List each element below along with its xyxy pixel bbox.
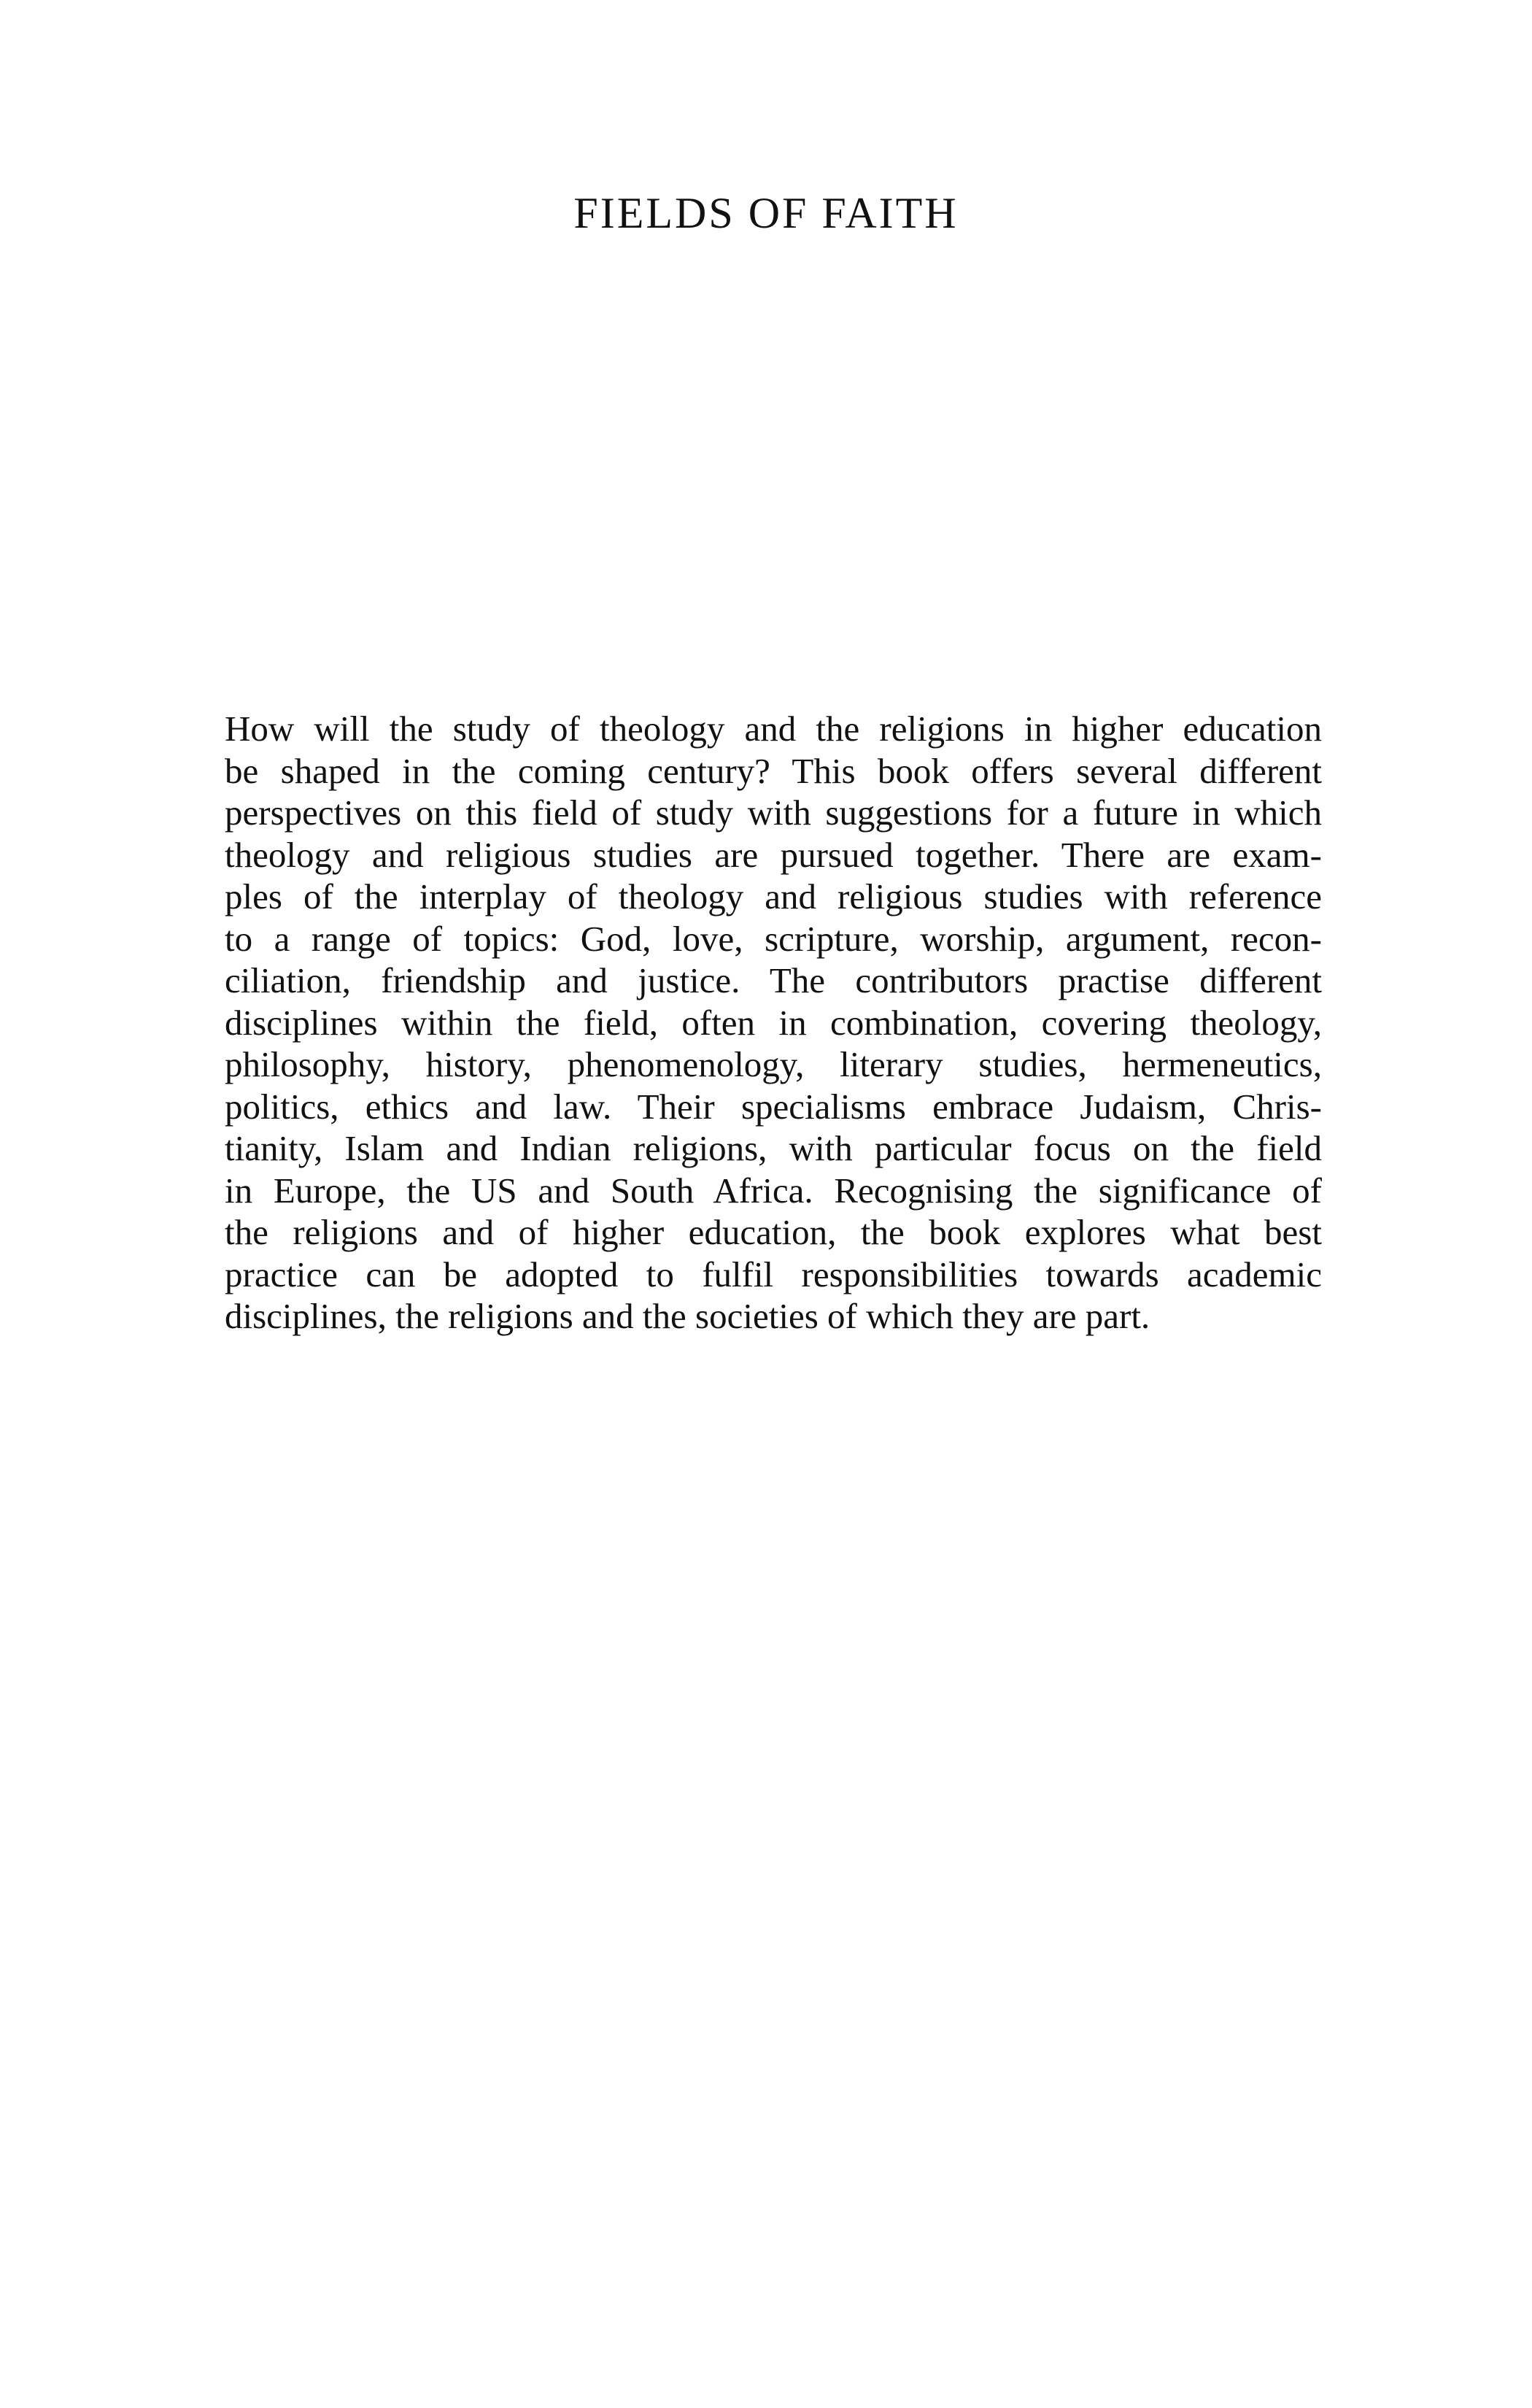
blurb-line: tianity, Islam and Indian religions, with particular focus on the field xyxy=(225,1128,1322,1168)
blurb-line: How will the study of theology and the religions in higher education xyxy=(225,709,1322,749)
blurb-line: ples of the interplay of theology and religious studies with reference xyxy=(225,876,1322,916)
blurb-line: theology and religious studies are pursued together. There are exam- xyxy=(225,834,1322,875)
blurb-line: in Europe, the US and South Africa. Recognising the significance of xyxy=(225,1170,1322,1211)
blurb-line: disciplines, the religions and the societies of which they are part. xyxy=(225,1296,1150,1336)
blurb-line: to a range of topics: God, love, scripture, worship, argument, recon- xyxy=(225,918,1322,959)
blurb-line: the religions and of higher education, the book explores what best xyxy=(225,1212,1322,1252)
book-title: FIELDS OF FAITH xyxy=(573,189,959,237)
blurb-line: politics, ethics and law. Their specialisms embrace Judaism, Chris- xyxy=(225,1086,1322,1127)
blurb-line: disciplines within the field, often in combination, covering theology, xyxy=(225,1002,1322,1043)
blurb-line: be shaped in the coming century? This book offers several different xyxy=(225,750,1322,791)
book-blurb xyxy=(225,708,1322,1338)
blurb-line: practice can be adopted to fulfil responsibilities towards academic xyxy=(225,1254,1322,1294)
blurb-line: philosophy, history, phenomenology, literary studies, hermeneutics, xyxy=(225,1044,1322,1084)
blurb-line: ciliation, friendship and justice. The contributors practise different xyxy=(225,960,1322,1000)
blurb-line: perspectives on this field of study with suggestions for a future in which xyxy=(225,792,1322,833)
